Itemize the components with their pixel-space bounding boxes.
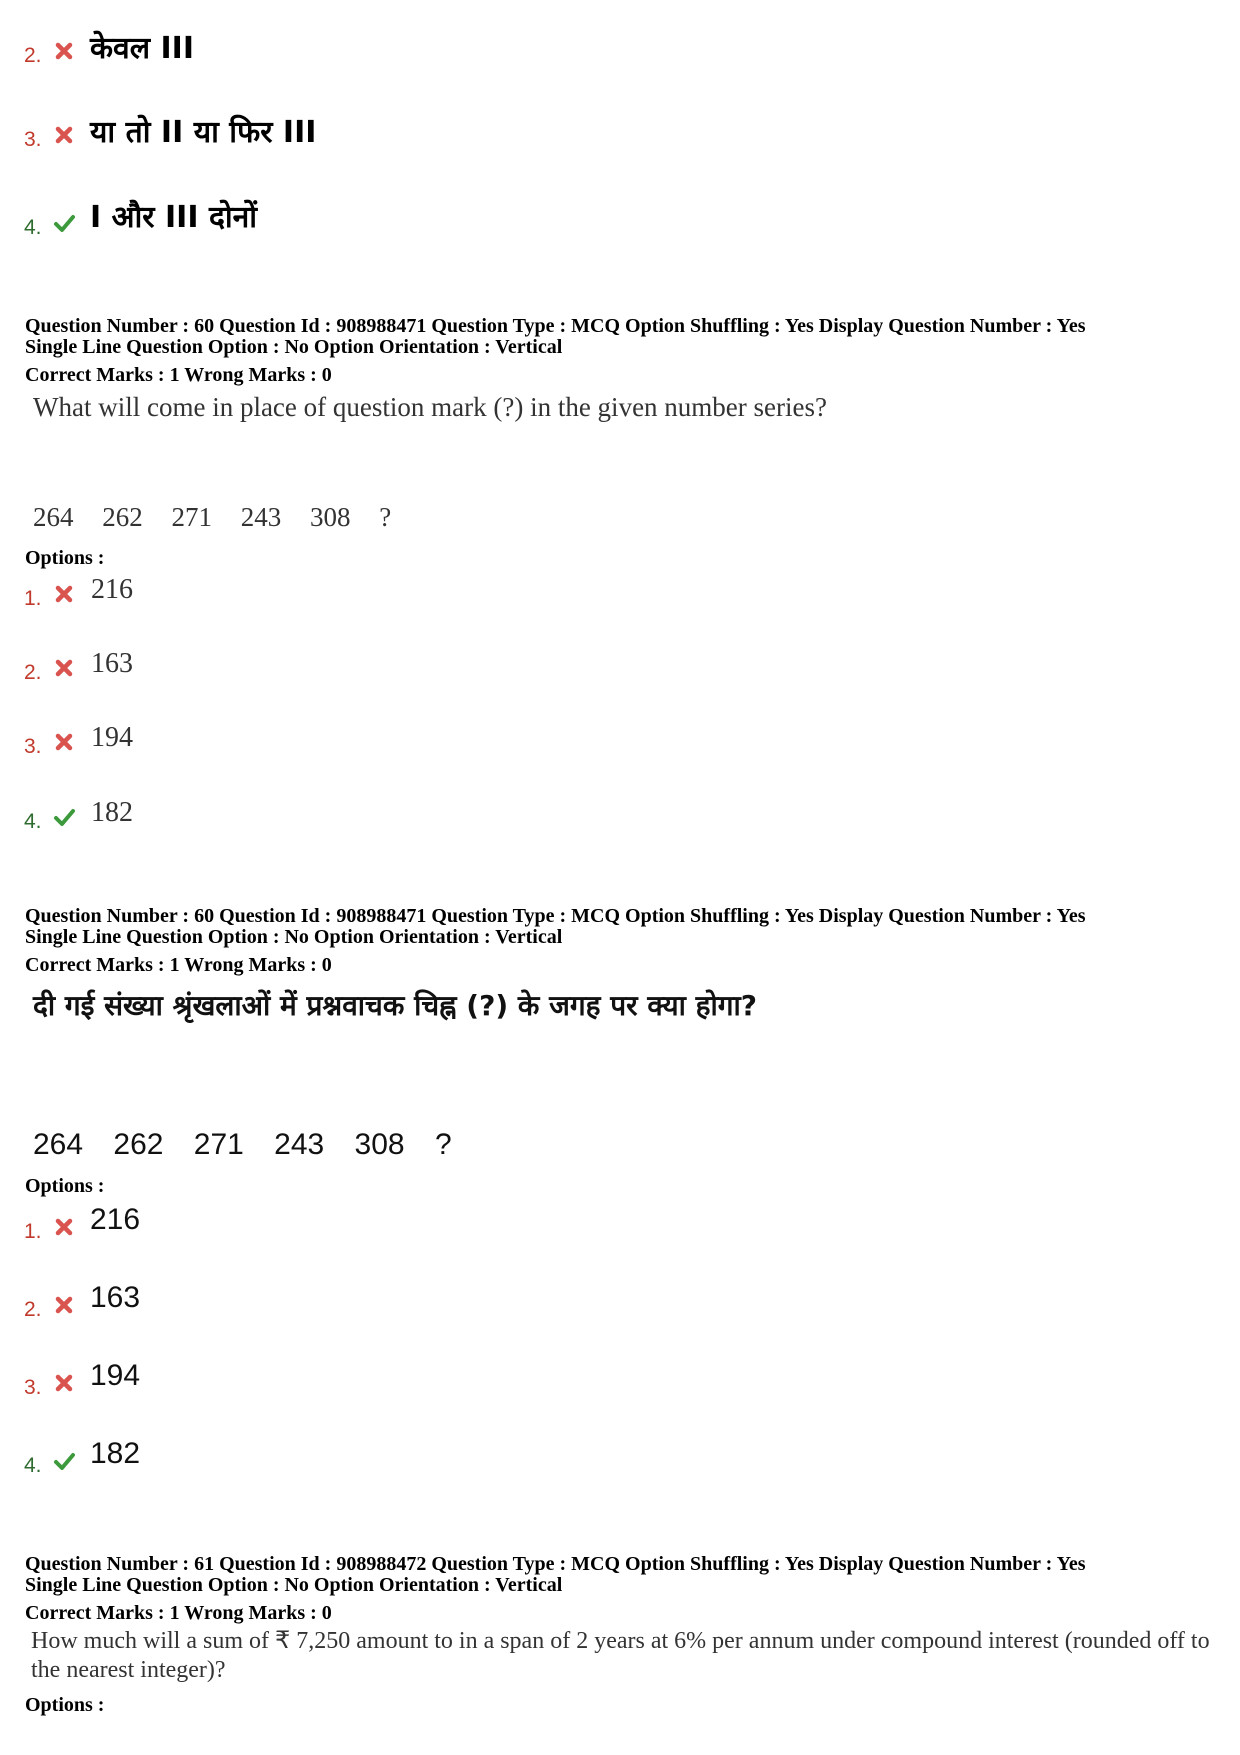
check-icon	[53, 212, 75, 234]
option-number: 1.	[24, 1220, 42, 1243]
option-text: 216	[91, 574, 133, 605]
option-text: या तो II या फिर III	[90, 115, 317, 150]
question-text: What will come in place of question mark (?) in the given number series?	[33, 392, 827, 422]
cross-icon	[53, 657, 75, 679]
marks-line: Correct Marks : 1 Wrong Marks : 0	[25, 954, 332, 976]
check-icon	[53, 806, 75, 828]
cross-icon	[53, 124, 75, 146]
question-text: दी गई संख्या श्रृंखलाओं में प्रश्नवाचक चिह्न (?) के जगह पर क्या होगा?	[33, 989, 757, 1022]
option-text: 163	[91, 648, 133, 679]
option-number: 3.	[24, 1376, 42, 1399]
options-label: Options :	[25, 1694, 105, 1716]
question-meta-line: Single Line Question Option : No Option Orientation : Vertical	[25, 1574, 563, 1596]
cross-icon	[53, 1294, 75, 1316]
marks-line: Correct Marks : 1 Wrong Marks : 0	[25, 364, 332, 386]
option-text: 194	[91, 722, 133, 753]
option-number: 4.	[24, 216, 42, 239]
option-text: 182	[91, 797, 133, 828]
cross-icon	[53, 40, 75, 62]
cross-icon	[53, 1372, 75, 1394]
option-number: 2.	[24, 661, 42, 684]
number-series: 264 262 271 243 308 ?	[33, 502, 392, 532]
option-number: 3.	[24, 128, 42, 151]
option-text: 194	[90, 1359, 141, 1392]
question-text: How much will a sum of ₹ 7,250 amount to in a span of 2 years at 6% per annum under compound interest (rounded off to the nearest integer)?	[31, 1628, 1210, 1683]
options-label: Options :	[25, 1175, 105, 1197]
question-meta-line: Single Line Question Option : No Option Orientation : Vertical	[25, 926, 563, 948]
option-text: 216	[90, 1203, 141, 1236]
question-meta-line: Question Number : 60 Question Id : 908988471 Question Type : MCQ Option Shuffling : Yes Display Question Number : Yes	[25, 905, 1086, 927]
cross-icon	[53, 1216, 75, 1238]
question-meta-line: Question Number : 60 Question Id : 908988471 Question Type : MCQ Option Shuffling : Yes Display Question Number : Yes	[25, 315, 1086, 337]
option-number: 1.	[24, 587, 42, 610]
option-text: 163	[90, 1281, 141, 1314]
option-text: 182	[90, 1437, 141, 1470]
option-number: 3.	[24, 735, 42, 758]
option-number: 4.	[24, 810, 42, 833]
option-text: केवल III	[90, 31, 194, 66]
option-number: 4.	[24, 1454, 42, 1477]
question-meta-line: Single Line Question Option : No Option Orientation : Vertical	[25, 336, 563, 358]
check-icon	[53, 1450, 75, 1472]
cross-icon	[53, 583, 75, 605]
options-label: Options :	[25, 547, 105, 569]
question-meta-line: Question Number : 61 Question Id : 908988472 Question Type : MCQ Option Shuffling : Yes Display Question Number : Yes	[25, 1553, 1086, 1575]
option-number: 2.	[24, 44, 42, 67]
option-text: I और III दोनों	[90, 200, 258, 235]
cross-icon	[53, 731, 75, 753]
option-number: 2.	[24, 1298, 42, 1321]
number-series: 264 262 271 243 308 ?	[33, 1128, 452, 1161]
marks-line: Correct Marks : 1 Wrong Marks : 0	[25, 1602, 332, 1624]
